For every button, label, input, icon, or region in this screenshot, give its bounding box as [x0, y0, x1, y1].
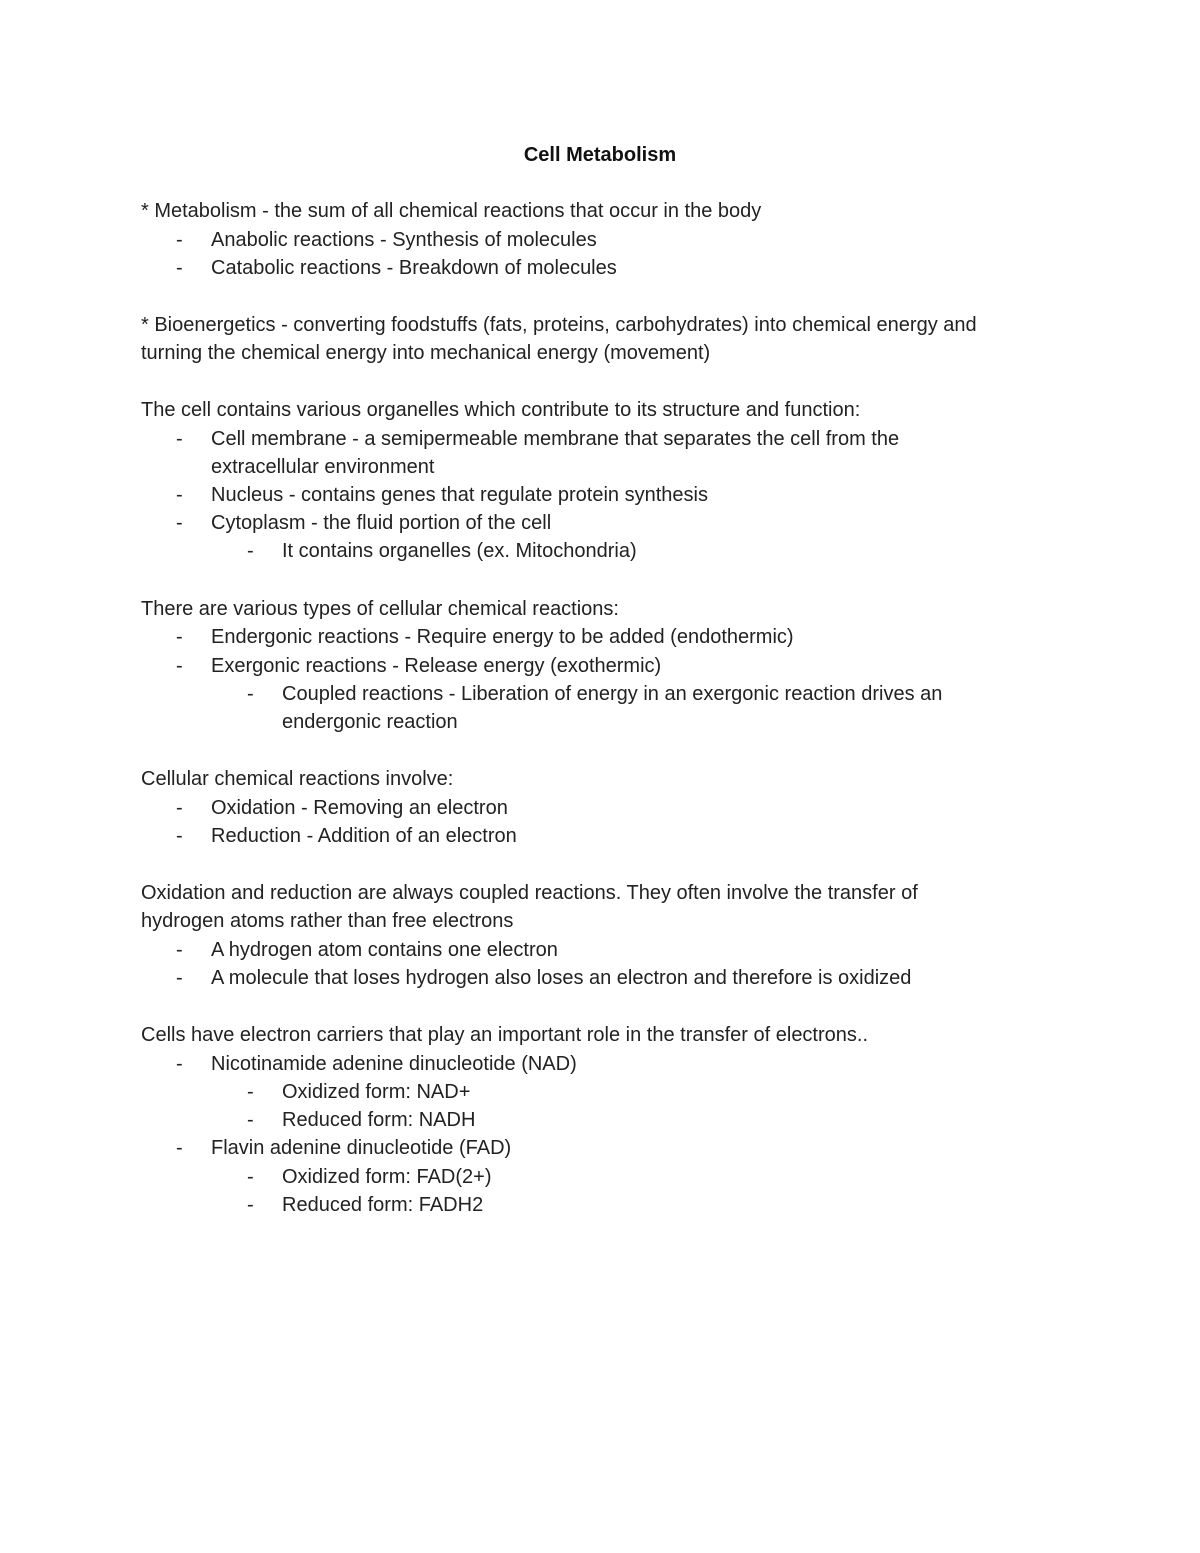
list-item	[176, 1050, 577, 1078]
list-item-text: Reduced form: NADH	[282, 1109, 476, 1131]
bullet-dash: -	[176, 512, 183, 534]
sub-list-item	[247, 537, 637, 565]
bullet-dash: -	[176, 797, 183, 819]
reactions-intro: There are various types of cellular chemical reactions:	[141, 598, 619, 620]
bullet-dash: -	[247, 1166, 254, 1188]
list-item-text: Reduced form: FADH2	[282, 1194, 484, 1216]
list-item-text: Oxidized form: FAD(2+)	[282, 1166, 492, 1188]
organelles-intro: The cell contains various organelles which contribute to its structure and function:	[141, 399, 861, 421]
list-item-text: extracellular environment	[211, 456, 435, 478]
list-item	[176, 1134, 511, 1162]
sub-list-item-continuation	[247, 708, 458, 736]
bullet-dash: -	[247, 1081, 254, 1103]
list-item	[176, 964, 911, 992]
list-item-text: endergonic reaction	[282, 711, 458, 733]
list-item	[176, 623, 794, 651]
list-item	[176, 822, 517, 850]
list-item	[176, 481, 708, 509]
list-item-text: Oxidation - Removing an electron	[211, 797, 508, 819]
list-item-text: Oxidized form: NAD+	[282, 1081, 471, 1103]
list-item-text: Cell membrane - a semipermeable membrane that separates the cell from the	[211, 428, 900, 450]
list-item	[176, 425, 899, 453]
bullet-dash: -	[176, 229, 183, 251]
bullet-dash: -	[176, 1053, 183, 1075]
sub-list-item	[247, 1163, 492, 1191]
list-item	[176, 226, 597, 254]
list-item-text: A hydrogen atom contains one electron	[211, 939, 558, 961]
list-item-text: Exergonic reactions - Release energy (exothermic)	[211, 655, 662, 677]
bullet-dash: -	[176, 825, 183, 847]
list-item	[176, 509, 551, 537]
list-item-continuation	[176, 453, 434, 481]
list-item-text: Coupled reactions - Liberation of energy in an exergonic reaction drives an	[282, 683, 943, 705]
bullet-dash: -	[247, 1109, 254, 1131]
bullet-dash: -	[247, 1194, 254, 1216]
sub-list-item	[247, 1106, 475, 1134]
list-item	[176, 936, 558, 964]
page-title: Cell Metabolism	[523, 144, 677, 166]
list-item-text: It contains organelles (ex. Mitochondria)	[282, 540, 637, 562]
bullet-dash: -	[176, 626, 183, 648]
redox-line-1: Oxidation and reduction are always coupled reactions. They often involve the transfer of	[141, 882, 918, 904]
list-item-text: Reduction - Addition of an electron	[211, 825, 517, 847]
sub-list-item	[247, 1078, 470, 1106]
bioenergetics-line-1: * Bioenergetics - converting foodstuffs (fats, proteins, carbohydrates) into chemical energy and	[141, 314, 977, 336]
list-item-text: Catabolic reactions - Breakdown of molecules	[211, 257, 617, 279]
bullet-dash: -	[176, 939, 183, 961]
list-item	[176, 254, 617, 282]
metabolism-definition: * Metabolism - the sum of all chemical reactions that occur in the body	[141, 200, 762, 222]
bullet-dash: -	[176, 655, 183, 677]
list-item-text: Nicotinamide adenine dinucleotide (NAD)	[211, 1053, 577, 1075]
list-item	[176, 652, 661, 680]
bullet-dash: -	[176, 967, 183, 989]
bullet-dash: -	[176, 257, 183, 279]
sub-list-item	[247, 680, 942, 708]
list-item-text: Flavin adenine dinucleotide (FAD)	[211, 1137, 512, 1159]
bullet-dash: -	[247, 540, 254, 562]
carriers-intro: Cells have electron carriers that play an important role in the transfer of electrons..	[141, 1024, 869, 1046]
bullet-dash: -	[247, 683, 254, 705]
redox-line-2: hydrogen atoms rather than free electrons	[141, 910, 514, 932]
list-item	[176, 794, 508, 822]
list-item-text: Endergonic reactions - Require energy to be added (endothermic)	[211, 626, 794, 648]
bioenergetics-line-2: turning the chemical energy into mechanical energy (movement)	[141, 342, 711, 364]
bullet-dash: -	[176, 484, 183, 506]
list-item-text: Nucleus - contains genes that regulate protein synthesis	[211, 484, 708, 506]
list-item-text: Cytoplasm - the fluid portion of the cell	[211, 512, 552, 534]
bullet-dash: -	[176, 428, 183, 450]
sub-list-item	[247, 1191, 483, 1219]
involve-intro: Cellular chemical reactions involve:	[141, 768, 454, 790]
bullet-dash: -	[176, 1137, 183, 1159]
list-item-text: A molecule that loses hydrogen also loses an electron and therefore is oxidized	[211, 967, 912, 989]
list-item-text: Anabolic reactions - Synthesis of molecules	[211, 229, 597, 251]
